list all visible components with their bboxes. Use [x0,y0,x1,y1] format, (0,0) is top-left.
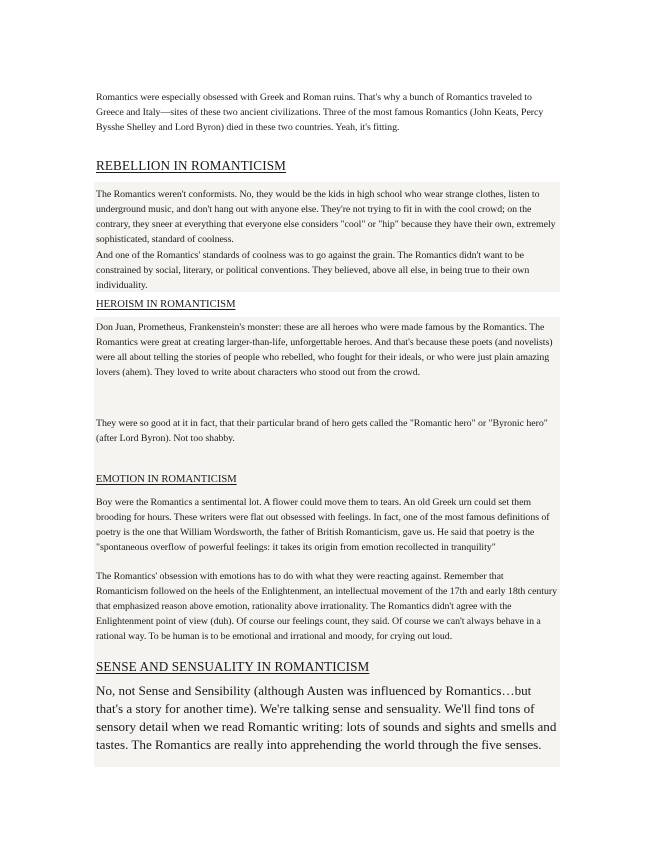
rebellion-heading: REBELLION IN ROMANTICISM [96,158,286,173]
heroism-paragraph-2: They were so good at it in fact, that their particular brand of hero gets called the "Romantic hero" or "Byronic hero" (after Lord Byron). Not too shabby. [96,418,548,444]
emotion-paragraph-2: The Romantics' obsession with emotions has to do with what they were reacting against. Remember that Romanticism followed on the heels of the Enlightenment, an intellectual movement of the 17th and early 18th century that emphasized reason above emotion, rationality above irrationality. The Romantics didn't agree with the Enlightenment point of view (duh). Of course our feelings count, they said. Of course we can't always behave in a rational way. To be human is to be emotional and irrational and moody, for crying out loud. [96,571,557,642]
heroism-heading: HEROISM IN ROMANTICISM [96,299,236,310]
emotion-paragraph-1: Boy were the Romantics a sentimental lot. A flower could move them to tears. An old Greek urn could set them brooding for hours. These writers were flat out obsessed with feelings. In fact, one of the most famous definitions of poetry is the one that William Wordsworth, the father of British Romanticism, gave us. He said that poetry is the "spontaneous overflow of powerful feelings: it takes its origin from emotion recollected in tranquility" [96,497,550,553]
heroism-paragraph-1: Don Juan, Prometheus, Frankenstein's monster: these are all heroes who were made famous by the Romantics. The Romantics were great at creating larger-than-life, unforgettable heroes. And that's because these poets (and novelists) were all about telling the stories of people who rebelled, who fought for their ideals, or who were just plain amazing lovers (ahem). They loved to write about characters who stood out from the crowd. [96,322,553,378]
rebellion-paragraph-1: The Romantics weren't conformists. No, they would be the kids in high school who wear strange clothes, listen to underground music, and don't hang out with anyone else. They're not trying to fit in with the cool crowd; on the contrary, they sneer at everything that everyone else considers "cool" or "hip" because they have their own, extremely sophisticated, standard of coolness. [96,189,556,245]
intro-paragraph: Romantics were especially obsessed with Greek and Roman ruins. That's why a bunch of Romantics traveled to Greece and Italy—sites of these two ancient civilizations. Three of the most famous Romantics (John Keats, Percy Bysshe Shelley and Lord Byron) died in these two countries. Yeah, it's fitting. [96,92,544,133]
emotion-heading: EMOTION IN ROMANTICISM [96,474,237,485]
sense-heading: SENSE AND SENSUALITY IN ROMANTICISM [96,659,370,674]
sense-paragraph: No, not Sense and Sensibility (although Austen was influenced by Romantics…but that's a story for another time). We're talking sense and sensuality. We'll find tons of sensory detail when we read Romantic writing: lots of sounds and sights and smells and tastes. The Romantics are really into apprehending the world through the five senses. [96,683,557,752]
rebellion-paragraph-2: And one of the Romantics' standards of coolness was to go against the grain. The Romantics didn't want to be constrained by social, literary, or political conventions. They believed, above all else, in being true to their own individuality. [96,250,530,291]
